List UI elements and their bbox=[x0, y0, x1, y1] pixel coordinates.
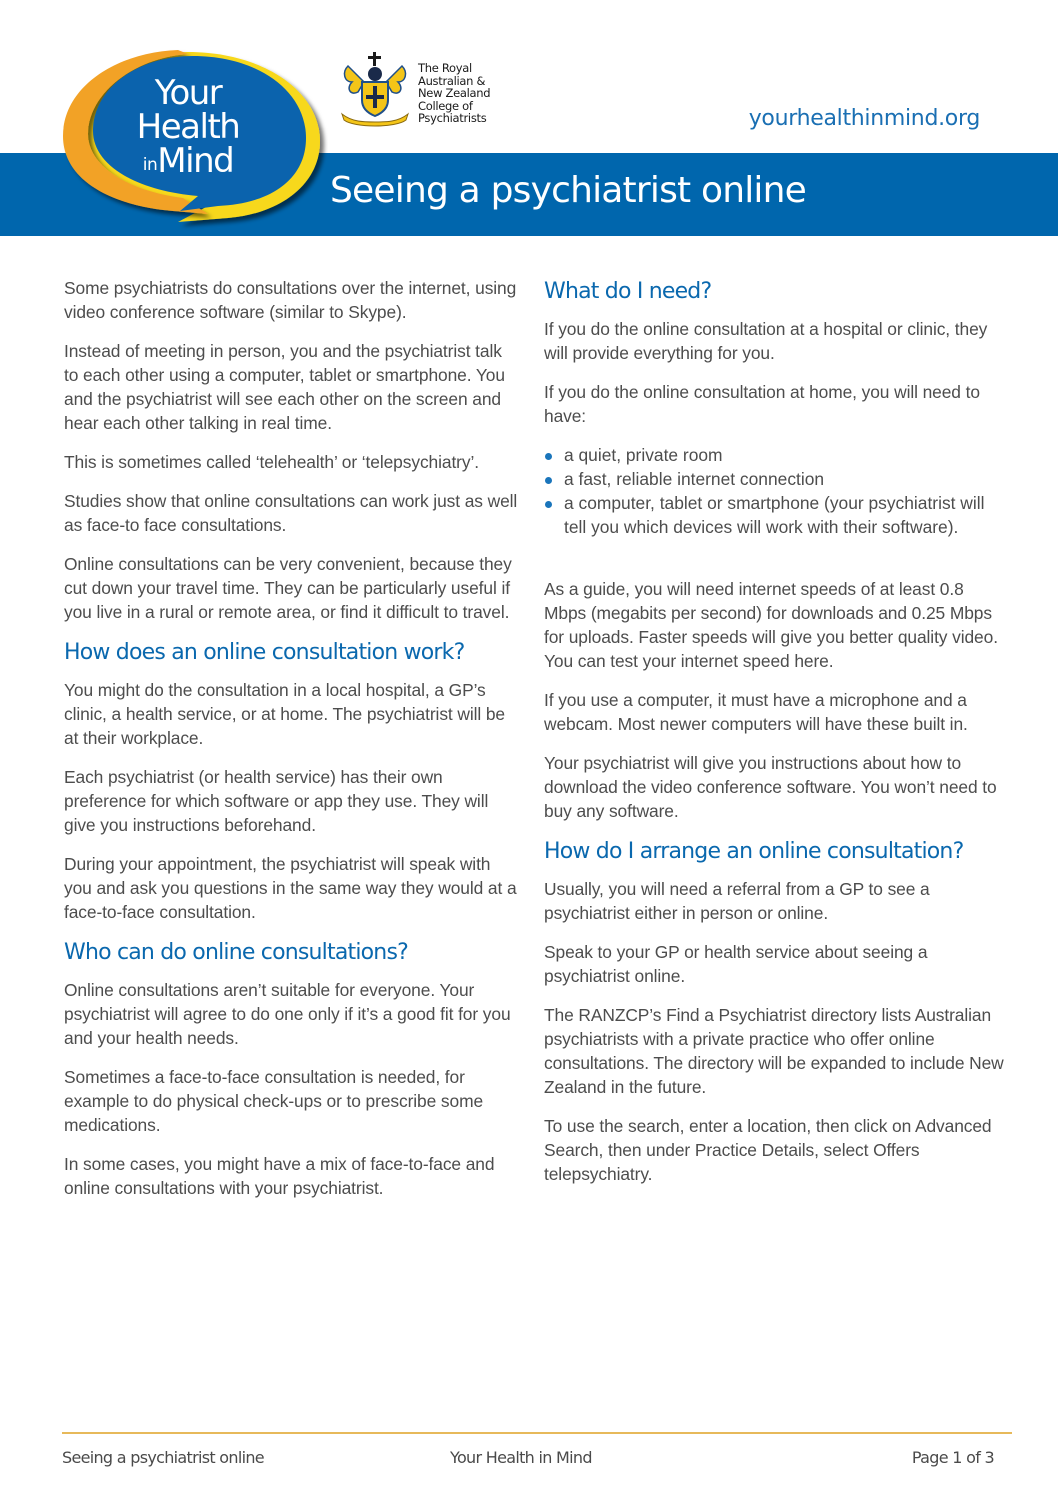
right-column bbox=[544, 278, 1004, 1201]
ranzcp-crest-icon bbox=[340, 52, 410, 128]
bullet-icon bbox=[545, 453, 552, 460]
search-instructions-paragraph: To use the search, enter a location, then click on Advanced Search, then under Practice Details, select Offers telepsychiatry. bbox=[544, 1116, 992, 1184]
heading-who-can: Who can do online consultations? bbox=[64, 940, 408, 965]
heading-how-to-arrange: How do I arrange an online consultation? bbox=[544, 839, 964, 864]
intro-paragraph: This is sometimes called ‘telehealth’ or ‘telepsychiatry’. bbox=[64, 452, 479, 472]
page-title: Seeing a psychiatrist online bbox=[330, 170, 806, 211]
college-name: The Royal Australian & New Zealand College of Psychiatrists bbox=[418, 61, 491, 125]
logo-line-health: Health bbox=[136, 107, 240, 147]
paragraph: You might do the consultation in a local hospital, a GP’s clinic, a health service, or at home. The psychiatrist will be at their workplace. bbox=[64, 680, 505, 748]
heading-what-do-i-need: What do I need? bbox=[544, 279, 712, 304]
paragraph: If you do the online consultation at a hospital or clinic, they will provide everything for you. bbox=[544, 319, 988, 363]
intro-paragraph: Studies show that online consultations can work just as well as face-to face consultations. bbox=[64, 491, 518, 535]
left-column bbox=[64, 276, 520, 1215]
list-item: a quiet, private room bbox=[544, 443, 1004, 467]
logo-wordmark bbox=[118, 73, 258, 181]
paragraph: If you use a computer, it must have a microphone and a webcam. Most newer computers will have these built in. bbox=[544, 690, 968, 734]
internet-speed-paragraph: As a guide, you will need internet speeds of at least 0.8 Mbps (megabits per second) for downloads and 0.25 Mbps for uploads. Faster speeds will give you better quality video. You can test your internet speed here. bbox=[544, 579, 998, 671]
bullet-icon bbox=[545, 477, 552, 484]
requirements-list bbox=[544, 443, 1004, 539]
paragraph: Online consultations aren’t suitable for everyone. Your psychiatrist will agree to do one only if it’s a good fit for you and your health needs. bbox=[64, 980, 511, 1048]
list-item: a fast, reliable internet connection bbox=[544, 467, 1004, 491]
footer-document-title: Seeing a psychiatrist online bbox=[62, 1448, 264, 1467]
list-item: a computer, tablet or smartphone (your psychiatrist will tell you which devices will work with their software). bbox=[544, 491, 1004, 539]
footer-brand: Your Health in Mind bbox=[450, 1448, 592, 1467]
logo-line-in-mind: $^{in}$Mind bbox=[142, 141, 234, 181]
paragraph: Each psychiatrist (or health service) has their own preference for which software or app they use. They will give you instructions beforehand. bbox=[64, 767, 489, 835]
intro-paragraph: Instead of meeting in person, you and the psychiatrist talk to each other using a computer, tablet or smartphone. You and the psychiatrist will see each other on the screen and hear each other talking in real time. bbox=[64, 341, 505, 433]
paragraph: Sometimes a face-to-face consultation is needed, for example to do physical check-ups or to prescribe some medications. bbox=[64, 1067, 484, 1135]
site-url-link[interactable]: yourhealthinmind.org bbox=[748, 106, 980, 131]
logo-line-your: Your bbox=[154, 73, 222, 113]
paragraph: Your psychiatrist will give you instructions about how to download the video conference software. You won’t need to buy any software. bbox=[544, 753, 997, 821]
paragraph: Usually, you will need a referral from a GP to see a psychiatrist either in person or online. bbox=[544, 879, 930, 923]
paragraph: During your appointment, the psychiatrist will speak with you and ask you questions in the same way they would at a face-to-face consultation. bbox=[64, 854, 517, 922]
intro-paragraph: Some psychiatrists do consultations over the internet, using video conference software (similar to Skype). bbox=[64, 278, 517, 322]
paragraph: In some cases, you might have a mix of face-to-face and online consultations with your psychiatrist. bbox=[64, 1154, 495, 1198]
bullet-icon bbox=[545, 501, 552, 508]
intro-paragraph: Online consultations can be very convenient, because they cut down your travel time. They can be particularly useful if you live in a rural or remote area, or find it difficult to travel. bbox=[64, 554, 512, 622]
paragraph: If you do the online consultation at home, you will need to have: bbox=[544, 382, 980, 426]
footer-page-number: Page 1 of 3 bbox=[911, 1448, 994, 1467]
footer-divider bbox=[62, 1432, 1012, 1434]
directory-paragraph: The RANZCP’s Find a Psychiatrist directory lists Australian psychiatrists with a private practice who offer online consultations. The directory will be expanded to include New Zealand in the future. bbox=[544, 1005, 1004, 1097]
heading-how-does-it-work: How does an online consultation work? bbox=[64, 640, 465, 665]
paragraph: Speak to your GP or health service about seeing a psychiatrist online. bbox=[544, 942, 928, 986]
